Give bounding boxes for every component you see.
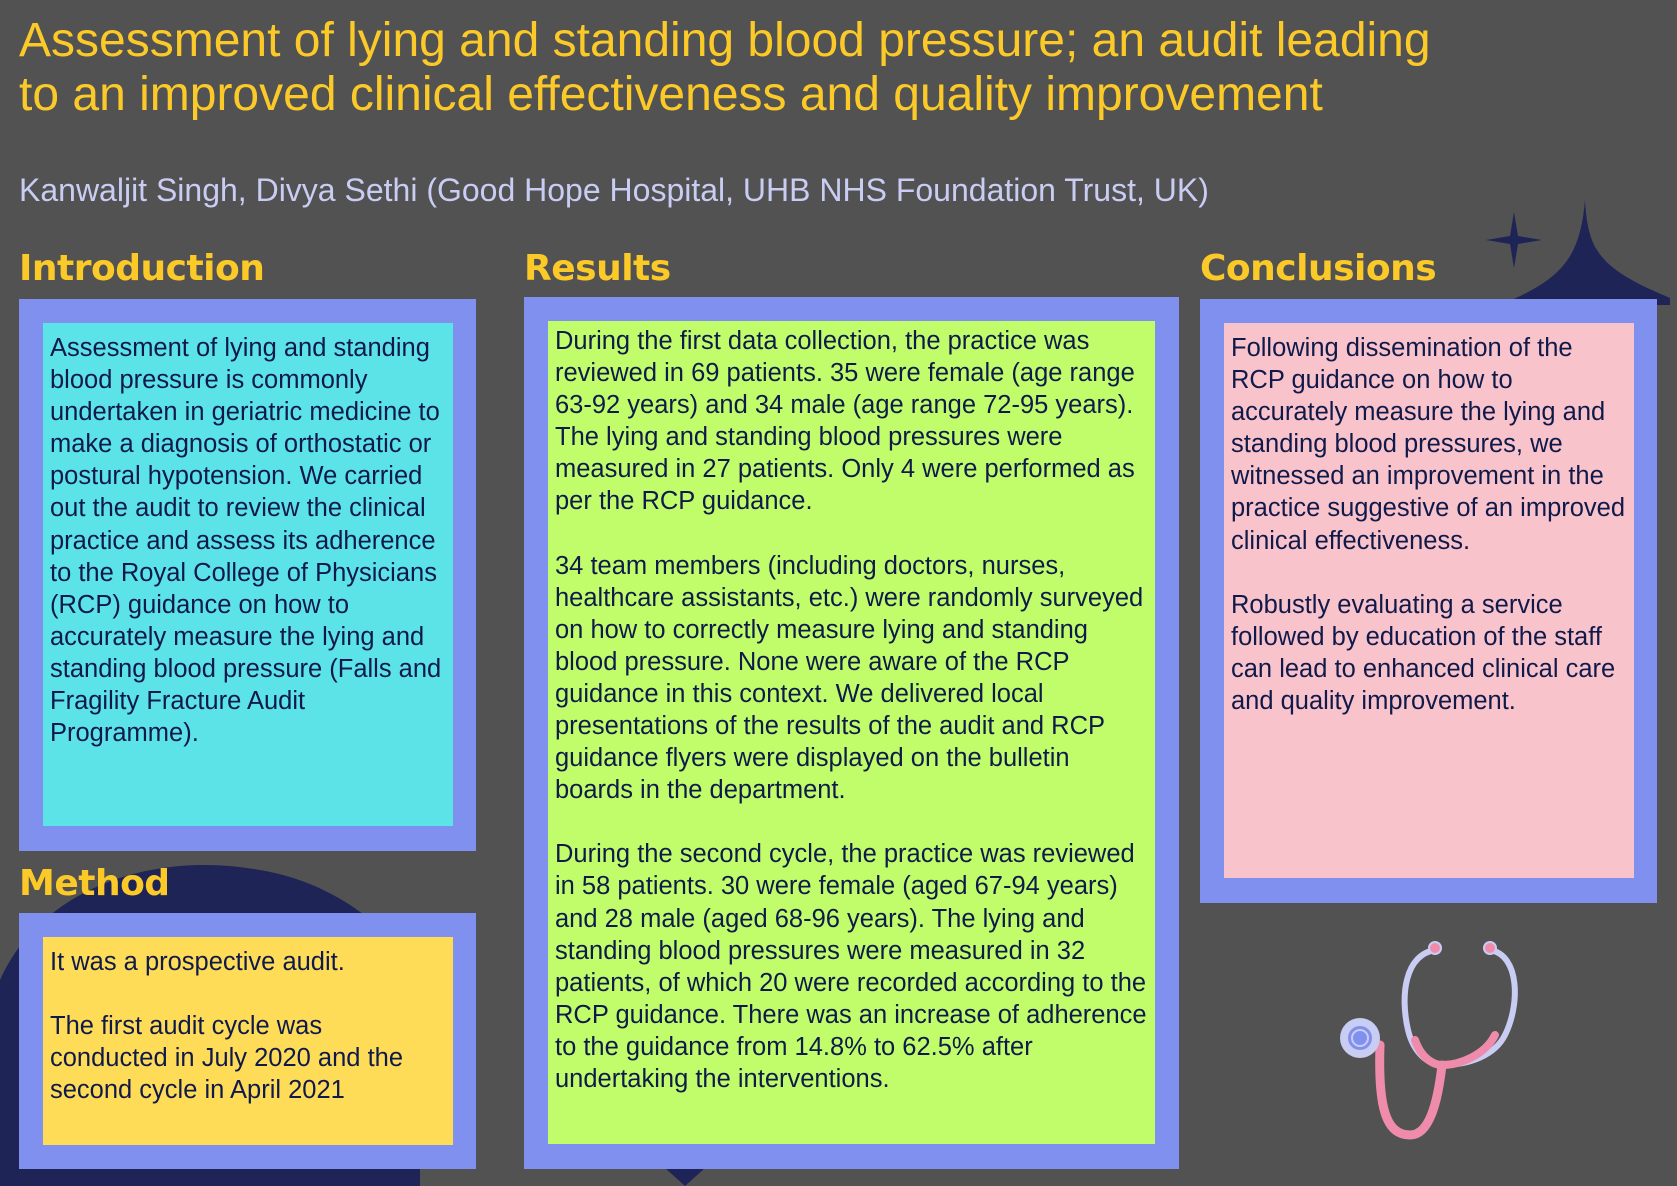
title-line-2: to an improved clinical effectiveness and quality improvement <box>19 68 1323 121</box>
results-panel <box>548 321 1155 1144</box>
title-line-1: Assessment of lying and standing blood pressure; an audit leading <box>19 14 1431 67</box>
conclusions-paragraph-2: Robustly evaluating a service followed by education of the staff can lead to enhanced clinical care and quality improvement. <box>1231 590 1616 715</box>
method-heading: Method <box>19 863 170 904</box>
introduction-text: Assessment of lying and standing blood pressure is commonly undertaken in geriatric medicine to make a diagnosis of orthostatic or postural hypotension. We carried out the audit to review the clinical practice and assess its adherence to the Royal College of Physicians (RCP) guidance on how to accurately measure the lying and standing blood pressure (Falls and Fragility Fracture Audit Programme). <box>50 334 442 748</box>
conclusions-panel <box>1224 323 1634 878</box>
introduction-panel <box>43 323 453 826</box>
results-paragraph-3: During the second cycle, the practice was reviewed in 58 patients. 30 were female (aged 67-94 years) and 28 male (aged 68-96 years). The lying and standing blood pressures were measured in 32 patients, of which 20 were recorded according to the RCP guidance. There was an increase of adherence to the guidance from 14.8% to 62.5% after undertaking the interventions. <box>555 840 1147 1093</box>
sparkle-icon <box>1480 200 1670 305</box>
results-paragraph-2: 34 team members (including doctors, nurses, healthcare assistants, etc.) were randomly surveyed on how to correctly measure lying and standing blood pressure. None were aware of the RCP guidance in this context. We delivered local presentations of the results of the audit and RCP guidance flyers were displayed on the bulletin boards in the department. <box>555 551 1144 805</box>
method-paragraph-1: It was a prospective audit. <box>50 948 345 976</box>
conclusions-paragraph-1: Following dissemination of the RCP guidance on how to accurately measure the lying and standing blood pressures, we witnessed an improvement in the practice suggestive of an improved clinical effectiveness. <box>1231 334 1626 555</box>
method-paragraph-2: The first audit cycle was conducted in July 2020 and the second cycle in April 2021 <box>50 1012 404 1105</box>
method-panel <box>43 937 453 1145</box>
poster-authors: Kanwaljit Singh, Divya Sethi (Good Hope Hospital, UHB NHS Foundation Trust, UK) <box>19 172 1209 208</box>
stethoscope-icon <box>1330 935 1530 1145</box>
results-paragraph-1: During the first data collection, the practice was reviewed in 69 patients. 35 were female (age range 63-92 years) and 34 male (age range 72-95 years). The lying and standing blood pressures were measured in 27 patients. Only 4 were performed as per the RCP guidance. <box>555 327 1135 516</box>
poster-title <box>19 14 1639 122</box>
conclusions-heading: Conclusions <box>1200 248 1437 289</box>
introduction-heading: Introduction <box>19 248 265 289</box>
results-heading: Results <box>524 248 671 289</box>
bottom-point <box>665 1168 705 1186</box>
